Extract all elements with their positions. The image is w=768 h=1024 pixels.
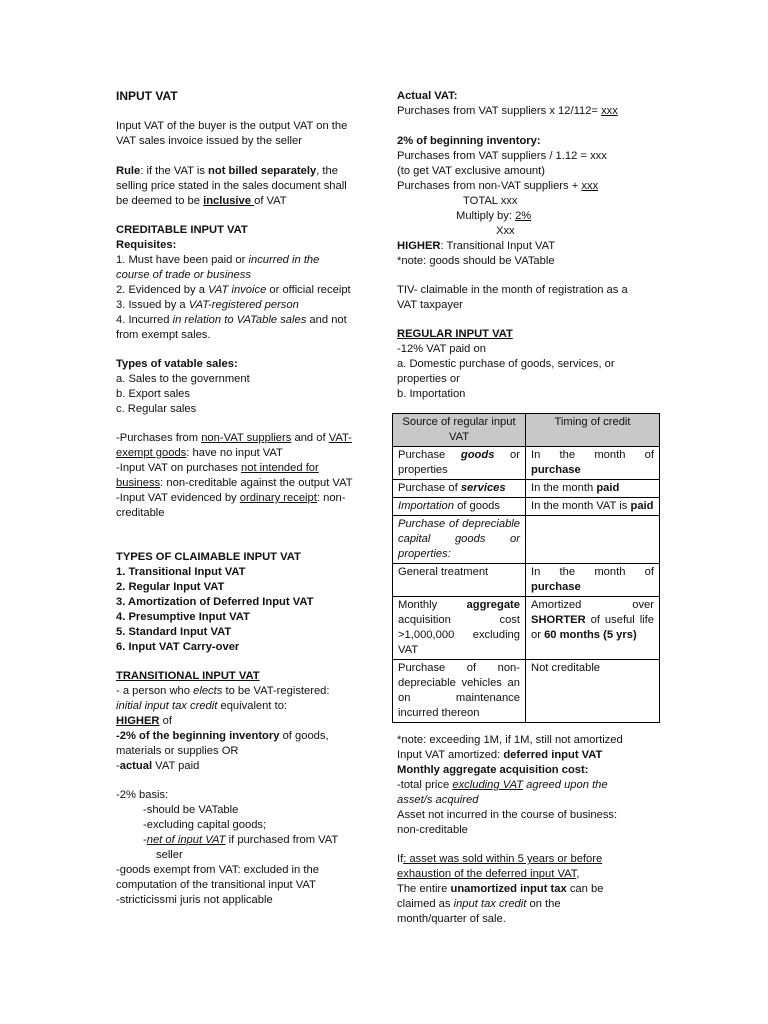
note-underline: ordinary receipt <box>239 492 317 504</box>
table-row <box>393 447 660 480</box>
note-text: and of <box>291 432 329 444</box>
beginning-line-2: (to get VAT exclusive amount) <box>397 165 545 177</box>
basis-item: -should be VATable <box>143 804 239 816</box>
table-cell-timing <box>526 516 660 564</box>
text: - a person who <box>116 685 194 697</box>
table-cell-timing <box>526 480 660 498</box>
table-cell-source <box>393 480 526 498</box>
text: Purchase of <box>398 482 461 494</box>
claimable-item: 3. Amortization of Deferred Input VAT <box>116 596 314 608</box>
note-underline: not intended for <box>241 462 319 474</box>
requisite-3 <box>116 298 299 313</box>
text: - <box>143 834 147 846</box>
text-italic: agreed upon the <box>523 779 608 791</box>
note-text: : have no input VAT <box>186 447 283 459</box>
text: , <box>576 868 580 880</box>
rule-text: , the <box>316 165 338 177</box>
actual-vat-line <box>397 104 618 119</box>
table-header-row <box>393 414 660 447</box>
creditable-title: CREDITABLE INPUT VAT <box>116 224 248 236</box>
after-note-1: *note: exceeding 1M, if 1M, still not amortized <box>397 734 623 746</box>
text-underline: exhaustion of the deferred input VAT <box>397 868 577 880</box>
text: of useful life or <box>531 614 654 641</box>
text-bold: deferred input VAT <box>503 749 603 761</box>
beginning-inventory-title: 2% of beginning inventory: <box>397 135 541 147</box>
rule-text: be deemed to be <box>116 195 204 207</box>
text-italic: input tax credit <box>453 898 527 910</box>
requisite-italic: VAT-registered person <box>188 299 299 311</box>
text: If <box>397 853 404 865</box>
table-row <box>393 516 660 564</box>
regular-input-vat-table <box>392 413 660 723</box>
after-note-8 <box>397 852 602 867</box>
text: can be <box>566 883 604 895</box>
claimable-item: 1. Transitional Input VAT <box>116 566 246 578</box>
note-text: -Input VAT evidenced by <box>116 492 240 504</box>
after-note-4 <box>397 778 608 793</box>
claimable-item: 4. Presumptive Input VAT <box>116 611 250 623</box>
text: to be VAT-registered: <box>222 685 330 697</box>
transitional-line-1 <box>116 684 330 699</box>
text-italic-underline: excluding VAT <box>452 779 524 791</box>
text-bold: purchase <box>531 581 581 593</box>
note-3-cont: creditable <box>116 507 165 519</box>
table-row <box>393 660 660 723</box>
table-cell-source <box>393 447 526 480</box>
text: Multiply by: <box>456 210 516 222</box>
table-cell-timing <box>526 498 660 516</box>
text-italic-underline: net of input VAT <box>146 834 226 846</box>
text: In the month <box>531 482 597 494</box>
text: Purchase <box>398 449 461 461</box>
note-underline: exempt goods <box>116 447 187 459</box>
note-underline: non-VAT suppliers <box>201 432 292 444</box>
text: equivalent to: <box>217 700 288 712</box>
types-sales-item: a. Sales to the government <box>116 373 250 385</box>
text-bold: HIGHER <box>397 240 441 252</box>
note-1-cont <box>116 446 283 461</box>
basis-item: -excluding capital goods; <box>143 819 267 831</box>
text: Purchases from non-VAT suppliers + <box>397 180 582 192</box>
regular-line: -12% VAT paid on <box>397 343 486 355</box>
text-bold: 60 months (5 yrs) <box>544 629 637 641</box>
text-bold-italic: goods <box>460 449 495 461</box>
note-text: : non-creditable against the output VAT <box>160 477 353 489</box>
requisite-4-cont: from exempt sales. <box>116 329 211 341</box>
text-bold: -2% of the beginning inventory <box>116 730 280 742</box>
regular-line: b. Importation <box>397 388 466 400</box>
table-cell-timing <box>526 447 660 480</box>
text-italic: Importation <box>398 500 454 512</box>
rule-label: Rule <box>116 165 141 177</box>
text: - <box>116 760 120 772</box>
rule-inclusive: inclusive <box>203 195 255 207</box>
note-2-cont <box>116 476 353 491</box>
text: claimed as <box>397 898 454 910</box>
after-note-9 <box>397 867 579 882</box>
transitional-line-6 <box>116 759 199 774</box>
table-row <box>393 564 660 597</box>
text-underline: 2% <box>515 210 532 222</box>
text: : Transitional Input VAT <box>440 240 556 252</box>
table-row <box>393 480 660 498</box>
beginning-line-1: Purchases from VAT suppliers / 1.12 = xxx <box>397 150 607 162</box>
requisite-text: and not <box>306 314 347 326</box>
text-underline: : asset was sold within 5 years or before <box>403 853 603 865</box>
text: VAT paid <box>152 760 200 772</box>
requisite-text: 1. Must have been paid or <box>116 254 249 266</box>
table-row <box>393 597 660 660</box>
table-row <box>393 498 660 516</box>
requisite-text: 2. Evidenced by a <box>116 284 209 296</box>
regular-line: properties or <box>397 373 460 385</box>
text-italic: initial input tax credit <box>116 700 218 712</box>
exempt-line-1: -goods exempt from VAT: excluded in the <box>116 864 319 876</box>
text: The entire <box>397 883 451 895</box>
requisite-italic: VAT invoice <box>208 284 267 296</box>
rule-text: of VAT <box>254 195 287 207</box>
requisite-text: or official receipt <box>266 284 351 296</box>
transitional-title: TRANSITIONAL INPUT VAT <box>116 670 260 682</box>
text-bold: purchase <box>531 464 581 476</box>
table-cell-source: General treatment <box>393 564 526 597</box>
xxx-line: Xxx <box>496 225 515 237</box>
rule-line-1 <box>116 164 338 179</box>
text-underline: xxx <box>581 180 599 192</box>
intro-line-2: VAT sales invoice issued by the seller <box>116 135 302 147</box>
after-note-6: Asset not incurred in the course of business: <box>397 809 618 821</box>
intro-line-1: Input VAT of the buyer is the output VAT on the <box>116 120 348 132</box>
text: if purchased from VAT <box>225 834 339 846</box>
after-note-7: non-creditable <box>397 824 468 836</box>
table-cell-timing <box>526 597 660 660</box>
note-text: -Purchases from <box>116 432 202 444</box>
text: In the month VAT is <box>531 500 631 512</box>
multiply-line <box>456 209 531 224</box>
note-text: : non- <box>316 492 346 504</box>
rule-emphasis: not billed separately <box>208 165 317 177</box>
requisite-text: 4. Incurred <box>116 314 173 326</box>
text: or properties <box>398 449 520 476</box>
requisite-italic: in relation to VATable sales <box>172 314 307 326</box>
note-1 <box>116 431 352 446</box>
after-note-11 <box>397 897 561 912</box>
text: on the <box>526 898 561 910</box>
transitional-line-3 <box>116 714 172 729</box>
transitional-line-2 <box>116 699 287 714</box>
text-bold: actual <box>119 760 153 772</box>
rule-line-3 <box>116 194 287 209</box>
tiv-line-1: TIV- claimable in the month of registration as a <box>397 284 628 296</box>
text-italic: elects <box>193 685 223 697</box>
requisites-label: Requisites: <box>116 239 177 251</box>
text-bold: paid <box>596 482 620 494</box>
table-header-timing: Timing of credit <box>526 414 660 447</box>
text: of <box>159 715 172 727</box>
after-note-2 <box>397 748 602 763</box>
types-sales-item: b. Export sales <box>116 388 190 400</box>
text: In the month of <box>531 566 654 578</box>
requisite-italic: incurred in the <box>248 254 320 266</box>
regular-line: a. Domestic purchase of goods, services, or <box>397 358 615 370</box>
regular-title: REGULAR INPUT VAT <box>397 328 513 340</box>
basis-item <box>143 833 338 848</box>
text: Amortized over <box>531 599 654 611</box>
note-3 <box>116 491 345 506</box>
text-bold-italic: services <box>460 482 506 494</box>
transitional-line-4 <box>116 729 329 744</box>
beginning-line-3 <box>397 179 598 194</box>
table-cell-source: Purchase of non-depreciable vehicles an on maintenance incurred thereon <box>393 660 526 723</box>
note-text: -Input VAT on purchases <box>116 462 241 474</box>
table-cell-source <box>393 498 526 516</box>
text: -total price <box>397 779 453 791</box>
claimable-item: 2. Regular Input VAT <box>116 581 225 593</box>
text: of goods <box>453 500 500 512</box>
basis-item-cont: seller <box>156 849 183 861</box>
table-header-source: Source of regular input VAT <box>393 414 526 447</box>
page-title: INPUT VAT <box>116 89 178 103</box>
table-cell-source <box>393 597 526 660</box>
exempt-line-2: computation of the transitional input VAT <box>116 879 316 891</box>
text-underline: xxx <box>601 105 618 117</box>
text-bold: aggregate <box>466 599 520 611</box>
rule-line-2: selling price stated in the sales document shall <box>116 180 347 192</box>
text: Monthly <box>398 599 467 611</box>
text-bold: paid <box>630 500 654 512</box>
note-2 <box>116 461 319 476</box>
claimable-item: 6. Input VAT Carry-over <box>116 641 240 653</box>
requisite-2 <box>116 283 351 298</box>
types-sales-title: Types of vatable sales: <box>116 358 238 370</box>
claimable-item: 5. Standard Input VAT <box>116 626 232 638</box>
requisite-1-cont: course of trade or business <box>116 269 251 281</box>
text-bold: SHORTER <box>531 614 586 626</box>
after-note-12: month/quarter of sale. <box>397 913 506 925</box>
higher-line <box>397 239 555 254</box>
requisite-4 <box>116 313 347 328</box>
table-cell-timing: Not creditable <box>526 660 660 723</box>
after-note-10 <box>397 882 603 897</box>
transitional-line-5: materials or supplies OR <box>116 745 239 757</box>
juris-line: -stricticissmi juris not applicable <box>116 894 273 906</box>
rule-text: : if the VAT is <box>140 165 209 177</box>
types-sales-item: c. Regular sales <box>116 403 197 415</box>
total-line: TOTAL xxx <box>463 195 518 207</box>
actual-vat-title: Actual VAT: <box>397 90 458 102</box>
basis-title: -2% basis: <box>116 789 169 801</box>
after-note-3: Monthly aggregate acquisition cost: <box>397 764 589 776</box>
table-cell-source: Purchase of depreciable capital goods or properties: <box>393 516 526 564</box>
text: Purchases from VAT suppliers x 12/112= <box>397 105 602 117</box>
text: In the month of <box>531 449 654 461</box>
text: acquisition cost >1,000,000 excluding VAT <box>398 614 520 656</box>
text: of goods, <box>279 730 329 742</box>
tiv-line-2: VAT taxpayer <box>397 299 463 311</box>
requisite-text: 3. Issued by a <box>116 299 189 311</box>
note-underline: VAT- <box>328 432 352 444</box>
table-cell-timing <box>526 564 660 597</box>
text: Input VAT amortized: <box>397 749 504 761</box>
note-goods: *note: goods should be VATable <box>397 255 555 267</box>
claimable-title: TYPES OF CLAIMABLE INPUT VAT <box>116 551 301 563</box>
requisite-1 <box>116 253 319 268</box>
note-underline: business <box>116 477 161 489</box>
text-bold: unamortized input tax <box>450 883 567 895</box>
higher-label: HIGHER <box>116 715 160 727</box>
after-note-5: asset/s acquired <box>397 794 479 806</box>
